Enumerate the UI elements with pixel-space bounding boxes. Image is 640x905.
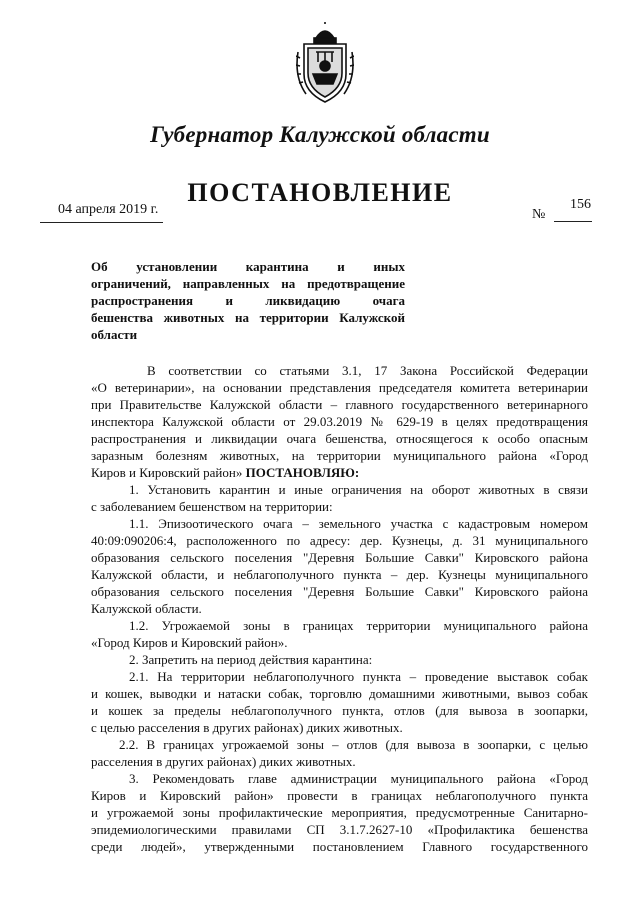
body-line: образования сельского поселения "Деревня Большие Савки" Кировского района [91,584,588,599]
document-number: 156 [570,197,591,212]
body-line: 2.2. В границах угрожаемой зоны – отлов (для вывоза в зоопарки, с целью [119,737,588,752]
body-line: среди людей», утвержденными постановлением Главного государственного [91,839,588,854]
body-line: и угрожаемой зоны профилактические мероприятия, предусмотренные Санитарно- [91,805,588,820]
body-line: 1. Установить карантин и иные ограничения на оборот животных в связи [129,482,588,497]
subject-line: области [91,327,138,342]
body-line: распространения и ликвидации очага бешенства, относящегося к особо опасным [91,431,588,446]
body-line: и кошек за пределы неблагополучного пункта, отлов (для вывоза в зоопарки, [91,703,588,718]
body-line: 2. Запретить на период действия карантина: [129,652,373,667]
body-line: расселения в других районах) диких животных. [91,754,356,769]
body-line: 1.2. Угрожаемой зоны в границах территории муниципального района [129,618,588,633]
issuing-authority: Губернатор Калужской области [150,122,490,147]
body-line: «О ветеринарии», на основании представления председателя комитета ветеринарии [91,380,588,395]
subject-line: бешенства животных на территории Калужской [91,310,405,325]
body-line: 40:09:090206:4, расположенного по адресу: дер. Кузнецы, д. 31 муниципального [91,533,588,548]
body-line: Калужской области. [91,601,202,616]
body-line: Киров и Кировский район» провести в границах неблагополучного пункта [91,788,588,803]
body-line: при Правительстве Калужской области – главного государственного ветеринарного [91,397,588,412]
body-line: 2.1. На территории неблагополучного пункта – проведение выставок собак [129,669,588,684]
intro-last-text: Киров и Кировский район» [91,465,246,480]
body-line: Калужской области, и неблагополучного пункта – дер. Кузнецы муниципального [91,567,588,582]
body-line [91,464,588,481]
subject-line: распространения и ликвидацию очага [91,293,405,308]
document-number-label: № [532,207,546,222]
body-line: 1.1. Эпизоотического очага – земельного участка с кадастровым номером [129,516,588,531]
document-subject [91,258,405,343]
subject-line: Об установлении карантина и иных [91,259,405,274]
number-underline [554,221,592,222]
body-line: «Город Киров и Кировский район». [91,635,288,650]
date-underline [40,222,163,223]
body-line: и кошек, выводки и натаски собак, торговлю домашними животными, вывоз собак [91,686,588,701]
document-title: ПОСТАНОВЛЕНИЕ [187,178,453,207]
document-body [91,362,588,855]
resolve-keyword: ПОСТАНОВЛЯЮ: [245,465,360,480]
body-line: образования сельского поселения "Деревня Большие Савки" Кировского района [91,550,588,565]
body-line: эпидемиологическими правилами СП 3.1.7.2627-10 «Профилактика бешенства [91,822,588,837]
body-line: заразным болезням животных, на территории муниципального района «Город [91,448,588,463]
body-line: с заболеванием бешенством на территории: [91,499,333,514]
document-date: 04 апреля 2019 г. [58,202,159,217]
body-line: инспектора Калужской области от 29.03.2019 № 629-19 в целях предотвращения [91,414,588,429]
body-line: 3. Рекомендовать главе администрации муниципального района «Город [129,771,588,786]
subject-line: ограничений, направленных на предотвращение [91,276,405,291]
body-line: В соответствии со статьями 3.1, 17 Закона Российской Федерации [147,363,588,378]
coat-of-arms-emblem [296,22,354,106]
body-line: с целью расселения в других районах) диких животных. [91,720,403,735]
